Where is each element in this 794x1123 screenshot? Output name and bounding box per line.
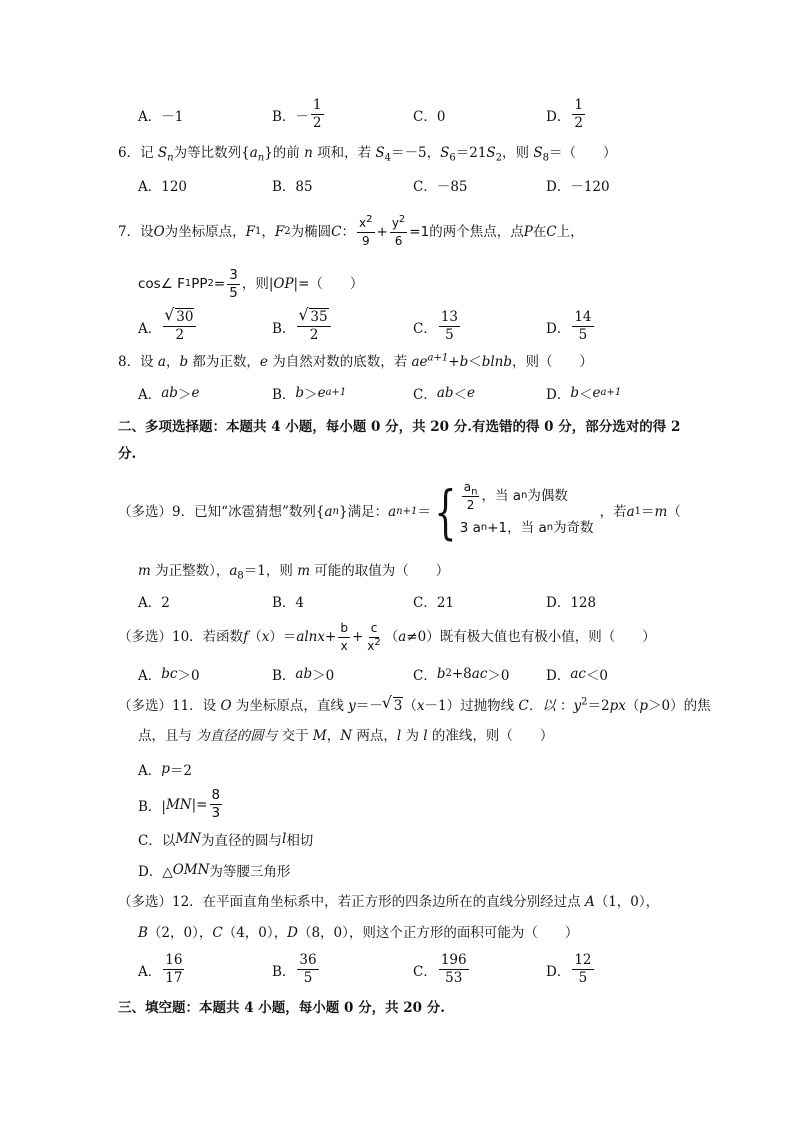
q6-option-d: D．－120 [546, 179, 610, 195]
q11-option-a: A． p ＝2 [138, 761, 192, 779]
q9-option-b: B．4 [272, 595, 305, 611]
q11-option-c: C．以 MN 为直径的圆与 l 相切 [138, 831, 314, 849]
q7-option-b: B． √ $\frac{35}{2}$ [272, 309, 333, 344]
q8-option-d: D． b ＜ e a+1 [546, 385, 622, 403]
cases-brace: { [434, 478, 457, 546]
q7-option-d: D． $\frac{14}{5}$ [546, 309, 592, 343]
q10-stem: （多选）10．若函数 f （ x ）＝ alnx + $\frac{b}{x}$ + $\frac{c}{x^2}$ （ a ≠0）既有极大值也有极小值，则（ ） [118, 620, 656, 653]
q11-option-d: D．△ OMN 为等腰三角形 [138, 862, 291, 880]
q11-stem-line1: （多选）11．设 O 为坐标原点，直线 y＝－√ 3（x－1）过抛物线 C．以 ：$y^2=2px(p>0)$的焦 [118, 696, 711, 716]
q12-option-c: C． $\frac{196}{53}$ [413, 952, 467, 986]
q5-option-d: D． $\frac{1}{2}$ [546, 97, 583, 131]
section3-heading: 三、填空题：本题共 4 小题，每小题 0 分，共 20 分. [118, 1000, 445, 1016]
q12-option-d: D． $\frac{12}{5}$ [546, 952, 592, 986]
q5-option-a: A．－1 [138, 109, 184, 125]
q7-option-a: A． √ $\frac{30}{2}$ [138, 309, 198, 344]
q6-stem: 6．记 $S_n$为等比数列$\{a_n\}$的前 n 项和，若 $S_4=-5$，$S_6=21S_2$，则 $S_8=$（ ） [118, 145, 617, 164]
q12-option-a: A． $\frac{16}{17}$ [138, 952, 183, 986]
q6-option-c: C．－85 [413, 179, 468, 195]
q5-option-b: B． － $\frac{1}{2}$ [272, 97, 322, 131]
q6-option-a: A．120 [138, 179, 188, 195]
q9-stem-line1: （多选）9．已知“冰雹猜想”数列{ a n }满足： a n+1 ＝ { $\frac{a_n}{2}$ ，当 a n 为偶数 3 a n +1，当 a n 为奇数 ，若 a 1 ＝ m （ [118, 478, 681, 546]
q9-option-a: A．2 [138, 595, 170, 611]
q7-stem-line1: 7．设 O 为坐标原点， F 1 ， F 2 为椭圆 C ： $\frac{x^2}{9}$ + $\frac{y^2}{6}$ =1 的两个焦点，点 P 在 C 上， [118, 213, 584, 248]
section2-heading-cont: 分. [118, 446, 137, 462]
q11-option-b: B．| MN |= $\frac{8}{3}$ [138, 787, 221, 821]
q10-option-a: A． bc ＞0 [138, 666, 200, 684]
piecewise-cases: $\frac{a_n}{2}$ ，当 a n 为偶数 3 a n +1，当 a n 为奇数 [459, 479, 594, 536]
q10-option-c: C． b 2 +8 ac ＞0 [413, 666, 510, 684]
section2-heading: 二、多项选择题：本题共 4 小题，每小题 0 分，共 20 分.有选错的得 0 分，部分选对的得 2 [118, 419, 681, 435]
q8-option-a: A． ab ＞ e [138, 385, 200, 403]
q8-stem: 8．设 a，b 都为正数，e 为自然对数的底数，若 $ae^{a+1}+b<blnb$，则（ ） [118, 352, 594, 370]
q6-option-b: B．85 [272, 179, 313, 195]
q9-stem-line2: m 为正整数），$a_8=1$，则 m 可能的取值为（ ） [138, 563, 450, 582]
q10-option-d: D． ac ＜0 [546, 666, 609, 684]
q12-option-b: B． $\frac{36}{5}$ [272, 952, 317, 986]
q8-option-c: C． ab ＜ e [413, 385, 476, 403]
q12-stem-line1: （多选）12．在平面直角坐标系中，若正方形的四条边所在的直线分别经过点 A（1，0）， [118, 894, 660, 910]
q11-stem-line2: 点，且与 为直径的圆与 交于 M，N 两点，l 为 l 的准线，则（ ） [138, 728, 554, 744]
q5-option-c: C．0 [413, 109, 446, 125]
q12-stem-line2: B（2，0），C（4，0），D（8，0），则这个正方形的面积可能为（ ） [138, 925, 579, 941]
q8-option-b: B． b ＞ e a+1 [272, 385, 347, 403]
q7-option-c: C． $\frac{13}{5}$ [413, 309, 459, 343]
q10-option-b: B． ab ＞0 [272, 666, 335, 684]
q9-option-c: C．21 [413, 595, 455, 611]
q7-stem-line2: cos∠ F 1 PP 2 = $\frac{3}{5}$ ，则| OP |=（ ） [138, 266, 364, 301]
q9-option-d: D．128 [546, 595, 597, 611]
